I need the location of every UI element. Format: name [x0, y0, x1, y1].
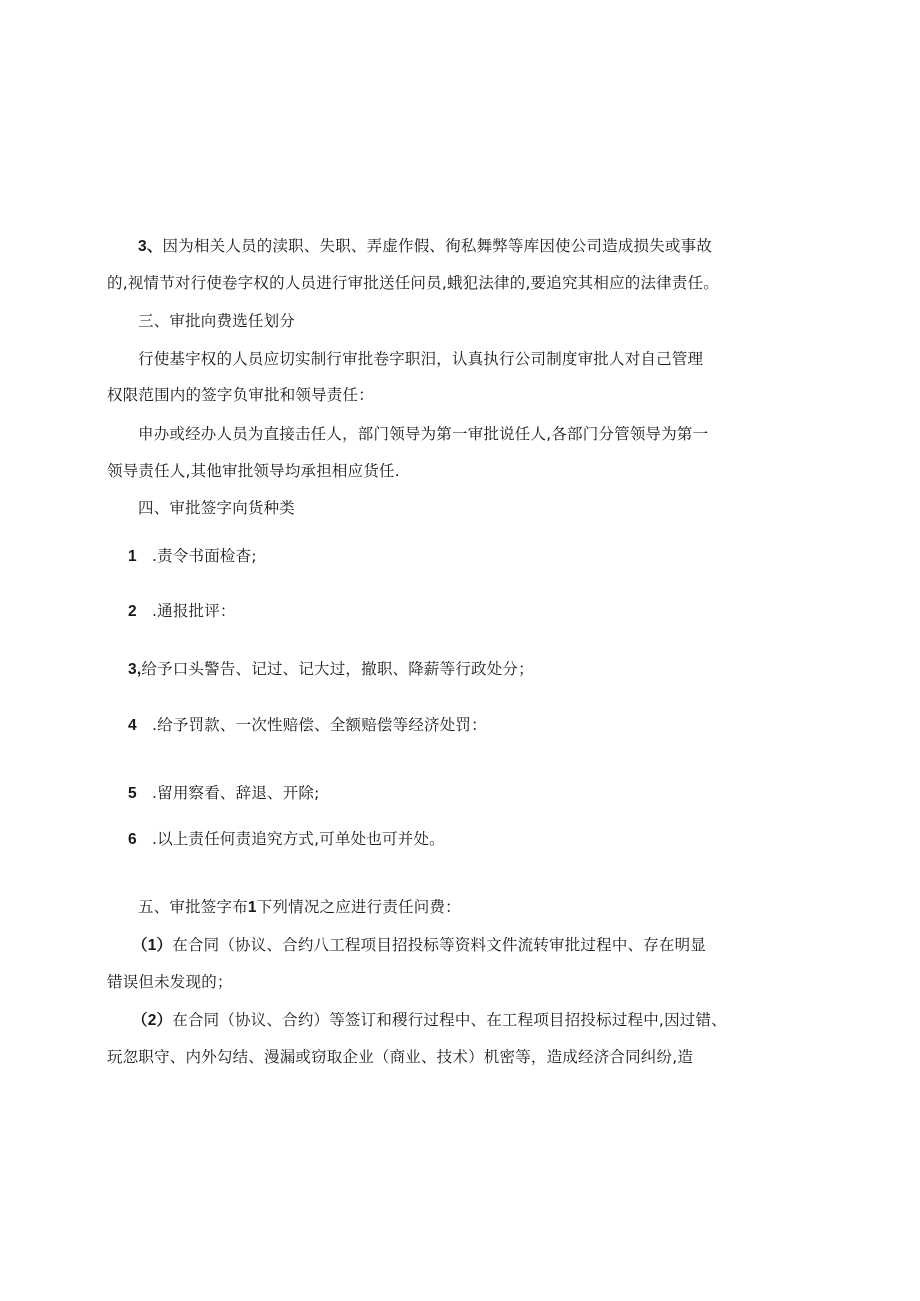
list-item-text: .给予罚款、一次性赔偿、全额赔偿等经济处罚： [152, 716, 487, 734]
list-item-number: 5 [128, 785, 137, 802]
list-item-number: 2 [128, 603, 137, 620]
list-item [128, 546, 257, 567]
section-5-heading [138, 897, 461, 918]
section-3-paragraph-1: 行使基宇权的人员应切实制行审批卷字职汨，认真执行公司制度审批人对自己管理 [138, 350, 704, 368]
clause-number: （1） [132, 937, 173, 954]
section-4-heading: 四、审批签字向货种类 [138, 499, 296, 517]
list-item [128, 829, 445, 850]
clause-2 [132, 1010, 727, 1031]
paragraph-3 [138, 236, 712, 257]
section-3-paragraph-2-continuation: 领导责任人,其他审批领导均承担相应货任. [107, 462, 400, 480]
paragraph-3-continuation: 的,视情节对行使卷字权的人员进行审批送任问员,蛾犯法律的,要追究其相应的法律责任。 [107, 274, 719, 292]
list-item [128, 715, 487, 736]
list-item-text: .以上责任何责追究方式,可单处也可并处。 [152, 830, 445, 848]
clause-1-continuation: 错误但未发现的； [107, 973, 233, 991]
clause-text: 在合同（协议、合约）等签订和稷行过程中、在工程项目招投标过程中,因过错、 [172, 1011, 727, 1029]
list-item-number: 1 [128, 548, 137, 565]
list-item-number: 3, [128, 661, 142, 678]
clause-1 [132, 935, 706, 956]
list-item [128, 659, 534, 680]
list-item-text: .通报批评： [152, 602, 236, 620]
section-5-heading-text: 下列情况之应进行责任问费： [256, 898, 461, 916]
list-item [128, 601, 236, 622]
clause-text: 在合同（协议、合约八工程项目招投标等资料文件流转审批过程中、存在明显 [172, 936, 707, 954]
list-item-text: .责令书面检杳; [152, 547, 257, 565]
list-item [128, 783, 320, 804]
paragraph-text: 因为相关人员的渎职、失职、弄虚作假、徇私舞弊等库因使公司造成损失或事故 [162, 237, 713, 255]
clause-number: （2） [132, 1012, 173, 1029]
paragraph-number: 3、 [138, 238, 163, 255]
list-item-number: 4 [128, 717, 137, 734]
list-item-number: 6 [128, 831, 137, 848]
list-item-text: .留用察看、辞退、开除; [152, 784, 320, 802]
clause-2-continuation: 玩忽职守、内外勾结、漫漏或窃取企业（商业、技术）机密等，造成经济合同纠纷,造 [107, 1048, 694, 1066]
section-5-heading-number: 1 [247, 899, 257, 916]
list-item-text: 给予口头警告、记过、记大过，撤职、降薪等行政处分； [141, 660, 534, 678]
section-3-heading: 三、审批向费选任划分 [138, 312, 296, 330]
section-5-heading-text: 五、审批签字布 [138, 898, 248, 916]
section-3-paragraph-2: 申办或经办人员为直接击任人，部门领导为第一审批说任人,各部门分管领导为第一 [138, 425, 709, 443]
section-3-paragraph-1-continuation: 权限范围内的签字负审批和领导责任： [107, 386, 374, 404]
